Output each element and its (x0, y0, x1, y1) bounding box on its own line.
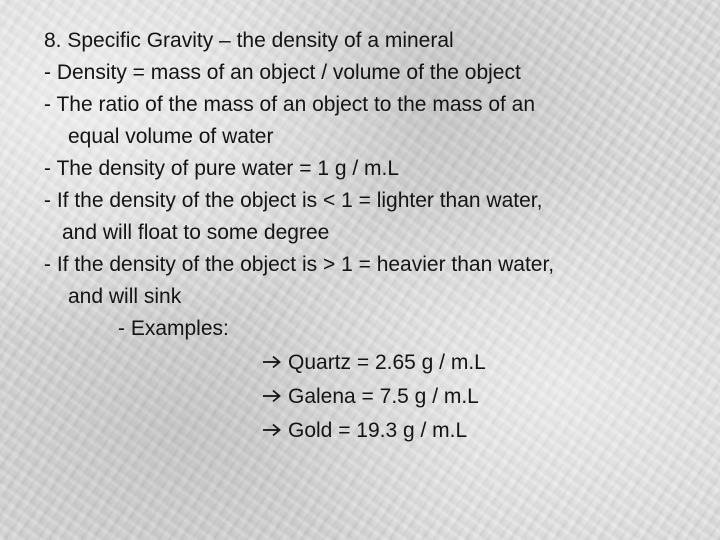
example-item-galena (262, 384, 479, 410)
arrow-right-icon (262, 350, 282, 376)
arrow-right-icon (262, 384, 282, 410)
bullet-density-definition: - Density = mass of an object / volume of the object (44, 61, 521, 84)
slide-heading: 8. Specific Gravity – the density of a mineral (44, 29, 454, 52)
example-text: Gold = 19.3 g / m.L (288, 419, 468, 442)
example-text: Quartz = 2.65 g / m.L (288, 351, 486, 374)
bullet-lighter-continued: and will float to some degree (62, 221, 330, 244)
bullet-heavier: - If the density of the object is > 1 = heavier than water, (44, 253, 555, 276)
example-item-gold (262, 418, 467, 444)
example-text: Galena = 7.5 g / m.L (288, 385, 479, 408)
bullet-ratio: - The ratio of the mass of an object to the mass of an (44, 93, 536, 116)
bullet-lighter: - If the density of the object is < 1 = lighter than water, (44, 189, 543, 212)
bullet-ratio-continued: equal volume of water (68, 125, 274, 148)
bullet-examples-label: - Examples: (118, 317, 229, 340)
bullet-water-density: - The density of pure water = 1 g / m.L (44, 157, 400, 180)
bullet-heavier-continued: and will sink (68, 285, 182, 308)
arrow-right-icon (262, 418, 282, 444)
example-item-quartz (262, 350, 486, 376)
